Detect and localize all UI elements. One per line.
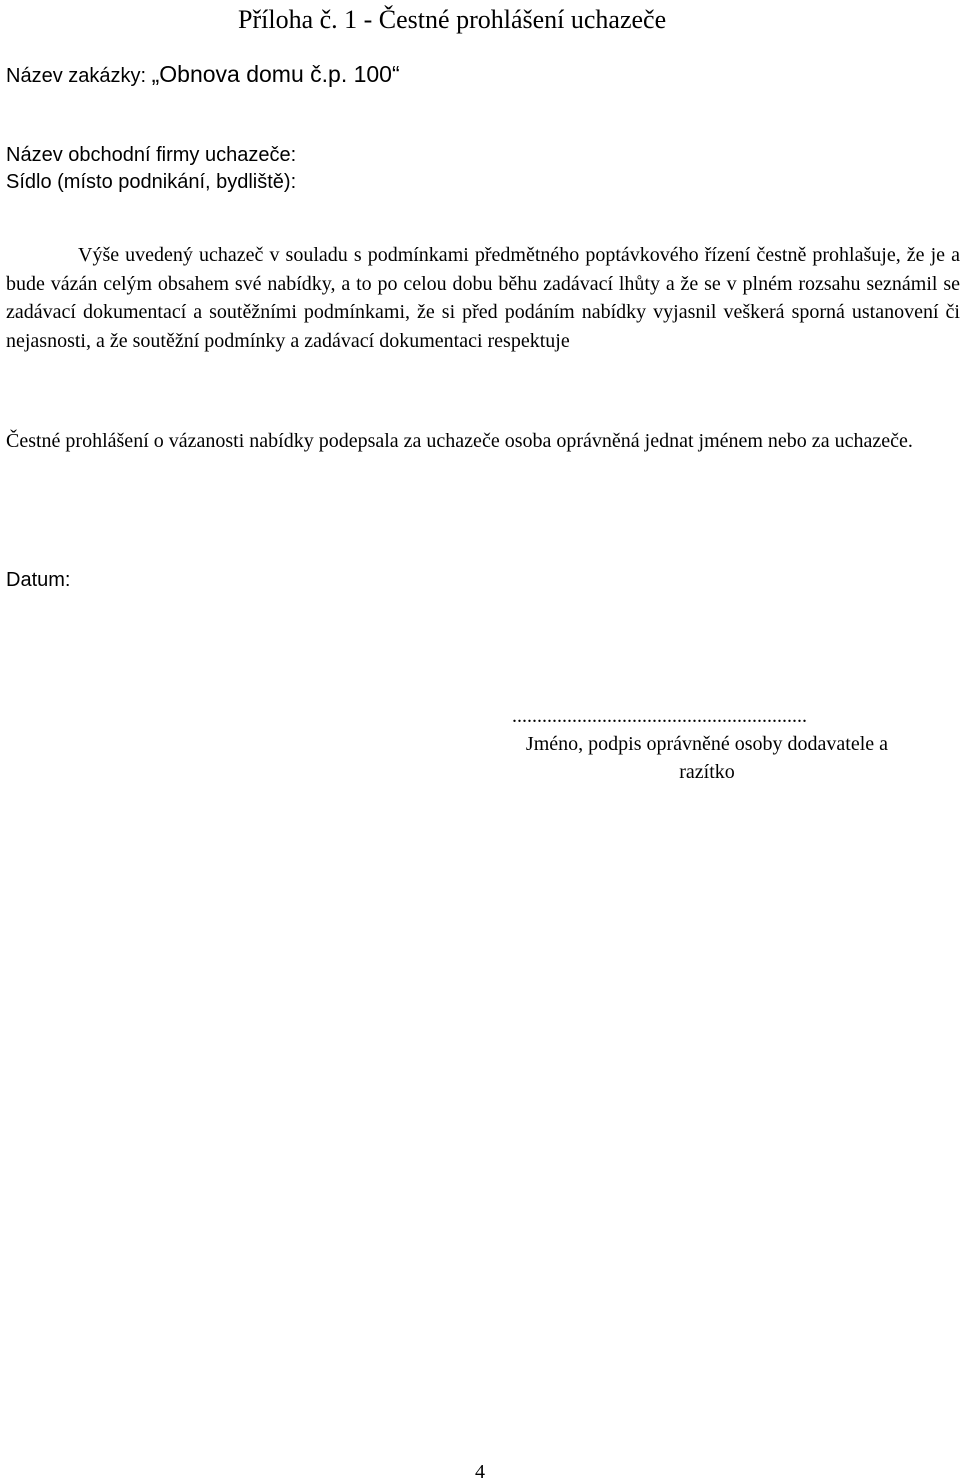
signature-caption: Jméno, podpis oprávněné osoby dodavatele a razítko — [525, 733, 889, 783]
date-label: Datum: — [6, 569, 71, 591]
firm-name-label: Název obchodní firmy uchazeče: — [6, 144, 297, 166]
page-number: 4 — [475, 1461, 485, 1483]
contract-name-line — [6, 62, 400, 88]
declaration-paragraph: Výše uvedený uchazeč v souladu s podmínkami předmětného poptávkového řízení čestně prohlašuje, že je a bude vázán celým obsahem své nabídky, a to po celou dobu běhu zadávací lhůty a že se v plném rozsahu seznámil se zadávací dokumentací a soutěžními podmínkami, že si před podáním nabídky vyjasnil veškerá sporná ustanovení či nejasnosti, a že soutěžní podmínky a zadávací dokumentaci respektuje — [6, 244, 960, 352]
signature-line: ........................................................... — [512, 705, 807, 727]
document-title: Příloha č. 1 - Čestné prohlášení uchazeče — [238, 5, 667, 34]
binding-statement-paragraph: Čestné prohlášení o vázanosti nabídky podepsala za uchazeče osoba oprávněná jednat jménem nebo za uchazeče. — [6, 430, 913, 452]
seat-label: Sídlo (místo podnikání, bydliště): — [6, 171, 297, 193]
contract-name-label: Název zakázky: — [6, 65, 152, 87]
contract-name-value: „Obnova domu č.p. 100“ — [151, 61, 400, 87]
